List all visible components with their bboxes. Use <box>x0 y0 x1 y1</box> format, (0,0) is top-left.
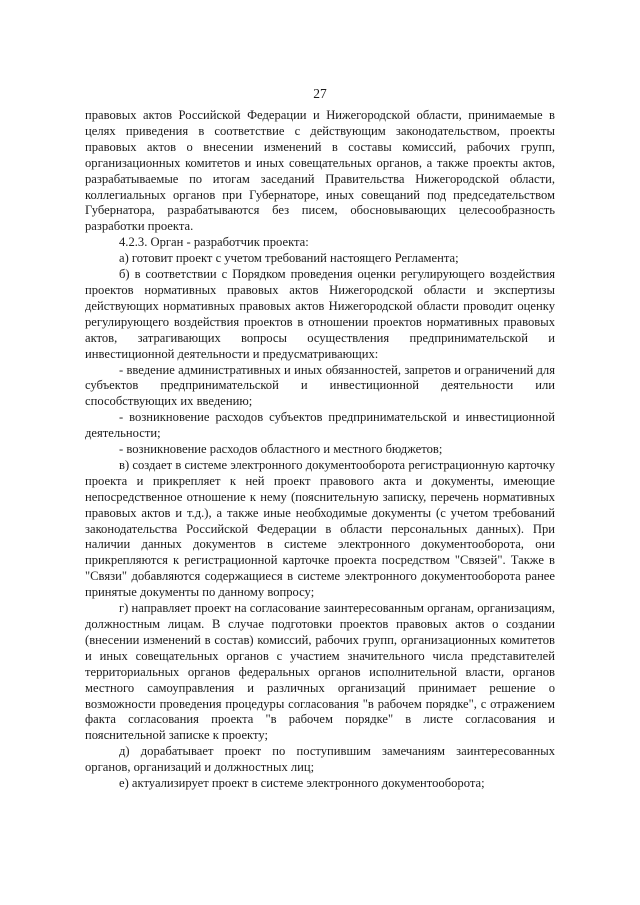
page-number: 27 <box>313 86 327 101</box>
paragraph: г) направляет проект на согласование заинтересованным органам, организациям, должностным лицам. В случае подготовки проектов правовых актов о создании (внесении изменений в состав) комиссий, рабочих групп, организационных комитетов и иных совещательных органов с участием значительного числа представителей территориальных органов федеральных органов исполнительной власти, органов местного самоуправления и различных организаций принимает решение о возможности проведения процедуры согласования "в рабочем порядке", с отражением факта согласования проекта "в рабочем порядке" в листе согласования и пояснительной записке к проекту; <box>85 601 555 743</box>
paragraph: д) дорабатывает проект по поступившим замечаниям заинтересованных органов, организаций и должностных лиц; <box>85 744 555 775</box>
paragraph: 4.2.3. Орган - разработчик проекта: <box>119 235 309 250</box>
paragraph: е) актуализирует проект в системе электронного документооборота; <box>119 776 485 791</box>
paragraph: б) в соответствии с Порядком проведения оценки регулирующего воздействия проектов нормативных правовых актов Нижегородской области и экспертизы действующих нормативных правовых актов Нижегородской области проводит оценку регулирующего воздействия проектов в отношении проектов нормативных правовых актов, затрагивающих вопросы осуществления предпринимательской и инвестиционной деятельности и предусматривающих: <box>85 267 555 361</box>
paragraph: а) готовит проект с учетом требований настоящего Регламента; <box>119 251 459 266</box>
paragraph: - введение административных и иных обязанностей, запретов и ограничений для субъектов предпринимательской и инвестиционной деятельности или способствующих их введению; <box>85 362 555 409</box>
document-body <box>85 108 555 792</box>
paragraph: - возникновение расходов областного и местного бюджетов; <box>119 442 443 457</box>
paragraph: в) создает в системе электронного документооборота регистрационную карточку проекта и прикрепляет к ней проект правового акта и документы, имеющие непосредственное отношение к нему (пояснительную записку, перечень нормативных правовых актов и т.д.), а также иные необходимые документы (с учетом требований законодательства Российской Федерации в области персональных данных). При наличии данных документов в системе электронного документооборота, они прикрепляются к регистрационной карточке проекта посредством "Связей". Также в "Связи" добавляются содержащиеся в системе электронного документооборота ранее принятые документы по данному вопросу; <box>85 457 555 600</box>
paragraph: - возникновение расходов субъектов предпринимательской и инвестиционной деятельности; <box>85 410 555 441</box>
paragraph: правовых актов Российской Федерации и Нижегородской области, принимаемые в целях приведения в соответствие с действующим законодательством, проекты правовых актов о внесении изменений в составы комиссий, рабочих групп, организационных комитетов и иных совещательных органов, а также проекты актов, разрабатываемые по итогам заседаний Правительства Нижегородской области, коллегиальных органов при Губернаторе, иных совещаний под председательством Губернатора, разрабатываются без писем, обосновывающих целесообразность разработки проекта. <box>85 108 555 234</box>
